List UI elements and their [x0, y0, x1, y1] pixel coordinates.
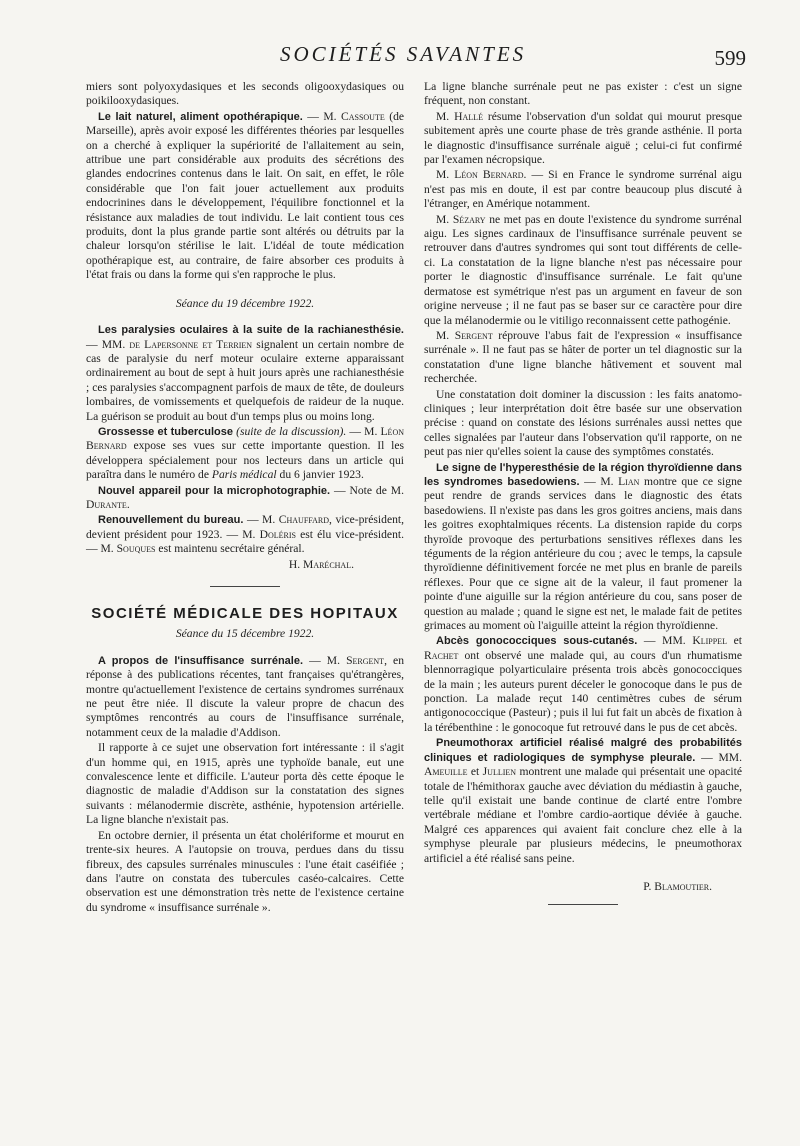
section-divider — [548, 904, 618, 905]
author-name: Ameuille — [424, 765, 468, 779]
paragraph-continuation: miers sont polyoxydasiques et les seconds oligooxydasiques ou poikilooxydasiques. — [86, 80, 404, 108]
paragraph-sergent — [424, 329, 742, 387]
author-name: M. Sergent, — [326, 653, 387, 667]
paragraph-abces: Abcès gonococciques sous-cutanés. — MM. Klippel et Rachet ont observé une malade qui, au cours d'un rhumatisme blennorragique polyarticulaire présenta trois abcès gonococciques de la main ; les auteurs purent déceler le gonocoque dans le pus de ponction. La malade reçut 140 centimètres cubes de sérum antigonococcique (Pasteur) ; puis il lui fut fait un abcès de fixation à la térébenthine : le gonocoque fut retrouvé dans le pus de cet abcès. — [424, 634, 742, 734]
society-title: SOCIÉTÉ MÉDICALE DES HOPITAUX — [91, 605, 399, 622]
paragraph-body: Note de M. — [349, 483, 405, 497]
section-heading: Renouvellement du bureau. — [98, 514, 244, 527]
paragraph-sezary — [424, 213, 742, 328]
paragraph-observation: Il rapporte à ce sujet une observation fort intéressante : il s'agit d'un homme qui, en 1915, après une typhoïde banale, eut une convalescence lente et difficile. L'auteur porta dès cette époque le diagnostic de maladie d'Addison sur la constatation des signes suivants : mélanodermie discrète, asthénie, hypotension artérielle. La ligne blanche n'existait pas. — [86, 741, 404, 827]
session-date: Séance du 19 décembre 1922. — [175, 296, 315, 310]
author-name: Klippel — [692, 634, 727, 648]
paragraph-halle — [424, 110, 742, 168]
paragraph-body: MM. — [718, 750, 742, 764]
author-name: M. Léon Bernard. — [436, 168, 527, 182]
author-name: Durante. — [86, 497, 130, 511]
author-name: Rachet — [424, 648, 459, 662]
section-heading: Grossesse et tuberculose — [98, 425, 233, 438]
running-head: SOCIÉTÉS SAVANTES — [280, 42, 527, 66]
section-heading: Le signe de l'hyperesthésie de la région thyroïdienne dans les syndromes basedowiens. — [424, 461, 742, 488]
paragraph-body: est élu vice-président. — M. — [86, 527, 404, 556]
paragraph-insuffisance: A propos de l'insuffisance surrénale. — M. Sergent, en réponse à des publications récentes, tant françaises qu'étrangères, montre qu'actuellement l'existence de certains syndromes surrénaux ne peut être niée. Il discute la valeur propre de chacun des symptômes rencontrés au cours de l'insuffisance surrénale, notamment ceux de la maladie d'Addison. — [86, 653, 404, 739]
paragraph-body: M. — [262, 513, 276, 527]
author-name: M. Léon Bernard — [86, 424, 404, 453]
page-number: 599 — [714, 46, 746, 70]
session-date: Séance du 15 décembre 1922. — [175, 627, 315, 641]
author-name: M. Cassoute — [323, 109, 385, 123]
paragraph-grossesse: Grossesse et tuberculose (suite de la discussion). — M. Léon Bernard expose ses vues sur cette importante question. Il les développera spécialement pour nos lecteurs dans un article qui paraîtra dans le numéro de Paris médical du 6 janvier 1923. — [86, 424, 404, 482]
section-heading: Nouvel appareil pour la microphotographie. — [98, 484, 331, 497]
paragraph-continuation: La ligne blanche surrénale peut ne pas exister : c'est un signe fréquent, non constant. — [424, 80, 742, 108]
author-name: M. Sergent — [436, 328, 493, 342]
author-names: MM. de Lapersonne et Terrien — [101, 337, 253, 351]
paragraph-body: ne met pas en doute l'existence du syndrome surrénal aigu. Les signes cardinaux de l'insuffisance surrénale peuvent se retrouver dans d'autres syndromes qui sont tout différents de celle-ci. La constatation de la ligne blanche n'est pas nécessaire pour porter le diagnostic d'insuffisance surrénale. Le fait qu'une dermatose est symétrique n'est pas un argument en faveur de son origine nerveuse ; il ne faut pas se baser sur ce caractère pour dire que la mélanodermie ou le vitiligo reconnaissent cette pathogénie. — [424, 212, 742, 327]
paragraph-body: et — [470, 765, 480, 779]
section-divider — [210, 586, 280, 587]
author-name: Doléris — [259, 527, 296, 541]
paragraph-hyperesthesie: Le signe de l'hyperesthésie de la région thyroïdienne dans les syndromes basedowiens. — M. Lian montre que ce signe peut rendre de grands services dans le diagnostic des états basedowiens. Il n'existe pas dans les gros goitres anciens, mais dans les goitres exophtalmiques récents. La distension rapide du corps thyroïde provoque des perturbations sensitives réflexes dans les téguments de la région antérieure du cou ; avec le temps, la capsule thyroïdienne définitivement forcée ne met plus en branle de pareils réflexes. Pour que ce signe ait de la valeur, il faut promener la pointe d'une aiguille sur la région antérieure du cou, sans poser de question au malade ; quand le signe est net, le malade fait de petites grimaces au moment où l'aiguille atteint la région thyroïdienne. — [424, 461, 743, 633]
signature: H. Maréchal. — [288, 557, 354, 571]
paragraph-body: résume l'observation d'un soldat qui mourut presque subitement après une courte phase de très grande asthénie. Il porta le diagnostic d'insuffisance surrénale aiguë ; celui-ci fut confirmé par l'examen nécropsique. — [424, 109, 742, 167]
paragraph-body: en réponse à des publications récentes, tant françaises qu'étrangères, montre qu'actuellement l'existence de certains syndromes surrénaux ne peut être niée. Il discute la valeur propre de chacun des symptômes rencontrés au cours de l'insuffisance surrénale, notamment ceux de la maladie d'Addison. — [86, 653, 404, 739]
paragraph-pneumothorax: Pneumothorax artificiel réalisé malgré des probabilités cliniques et radiologiques de symphyse pleurale. — MM. Ameuille et Jullien montrent une malade qui présentait une opacité totale de l'hémithorax gauche avec déviation du médiastin à gauche, telle qu'il existait une bande continue de clarté entre l'ombre vertébrale médiane et l'ombre cardio-aortique déviée à gauche. Malgré ces apparences qui avaient fait conclure chez elle à la symphyse pleurale par plusieurs médecins, le pneumothorax artificiel a été réalisé sans peine. — [424, 737, 743, 865]
section-heading: Le lait naturel, aliment opothérapique. — [98, 110, 303, 123]
paragraph-body: et — [733, 634, 742, 648]
paragraph-body: — Si en France le syndrome surrénal aigu n'est pas mis en doute, il est par contre beaucoup plus discuté à l'étranger, en Amérique notamment. — [424, 168, 742, 211]
left-column — [86, 80, 404, 916]
paragraph-body: ont observé une malade qui, au cours d'un rhumatisme blennorragique polyarticulaire présenta trois abcès gonococciques de la main ; les auteurs purent déceler le gonocoque dans le pus de ponction. La malade reçut 140 centimètres cubes de sérum antigonococcique (Pasteur) ; puis il lui fut fait un abcès de fixation à la térébenthine : le gonocoque fut retrouvé dans le pus de cet abcès. — [424, 648, 742, 734]
paragraph-body: est maintenu secrétaire général. — [158, 542, 305, 556]
page-header — [70, 40, 750, 80]
author-name: Souques — [116, 542, 156, 556]
paragraph-body: montrent une malade qui présentait une opacité totale de l'hémithorax gauche avec déviation du médiastin à gauche, telle qu'il existait une bande continue de clarté entre l'ombre vertébrale médiane et l'ombre cardio-aortique déviée à gauche. Malgré ces apparences qui avaient fait conclure chez elle à la symphyse pleurale par plusieurs médecins, le pneumothorax artificiel a été réalisé sans peine. — [424, 765, 743, 865]
author-name: M. Hallé — [436, 109, 483, 123]
section-heading: A propos de l'insuffisance surrénale. — [98, 654, 304, 667]
heading-note: (suite de la discussion). — [236, 424, 347, 438]
paragraph-body: réprouve l'abus fait de l'expression « insuffisance surrénale ». Il ne faut pas se hâter de porter un tel diagnostic sur la constatation d'une ligne blanche hâtivement et souvent mal recherchée. — [424, 328, 742, 386]
paragraph-bureau: Renouvellement du bureau. — M. Chauffard, vice-président, devient président pour 1923. — M. Doléris est élu vice-président. — M. Souques est maintenu secrétaire général. — [86, 513, 405, 556]
paragraph-body: montre que ce signe peut rendre de grands services dans le diagnostic des états basedowiens. Il n'existe pas dans les gros goitres anciens, mais dans les goitres exophtalmiques récents. La distension rapide du corps thyroïde provoque des perturbations sensitives réflexes dans les téguments de la région antérieure du cou ; avec le temps, la capsule thyroïdienne définitivement forcée ne met plus en branle de pareils réflexes. Pour que ce signe ait de la valeur, il faut promener la pointe d'une aiguille sur la région antérieure du cou, sans poser de question au malade ; quand le signe est net, le malade fait de petites grimaces au moment où l'aiguille atteint la région thyroïdienne. — [424, 474, 743, 633]
paragraph-paralysies: Les paralysies oculaires à la suite de la rachianesthésie. — MM. de Lapersonne et Terrien signalent un certain nombre de cas de paralysie du nerf moteur oculaire externe apparaissant ordinairement au bout de sept à huit jours après une rachianesthésie ; ces paralysies s'accompagnent parfois de maux de tête, de douleurs lombaires, de vomissements et quelquefois de raideur de la nuque. La guérison se produit au bout d'un temps plus ou moins long. — [86, 324, 404, 423]
paragraph-end: du 6 janvier 1923. — [279, 468, 364, 482]
section-heading: Abcès gonococciques sous-cutanés. — [436, 635, 638, 648]
section-heading: Les paralysies oculaires à la suite de la rachianesthésie. — [98, 324, 404, 337]
section-heading: Pneumothorax artificiel réalisé malgré des probabilités cliniques et radiologiques de symphyse pleurale. — [424, 737, 742, 764]
paragraph-body: signalent un certain nombre de cas de paralysie du nerf moteur oculaire externe apparaissant ordinairement au bout de sept à huit jours après une rachianesthésie ; ces paralysies s'accompagnent parfois de maux de tête, de douleurs lombaires, de vomissements et quelquefois de raideur de la nuque. La guérison se produit au bout d'un temps plus ou moins long. — [86, 337, 404, 423]
paragraph-autopsie: En octobre dernier, il présenta un état cholériforme et mourut en trente-six heures. A l'autopsie on trouva, perdues dans du tissu fibreux, des capsules surrénales minuscules : l'une était caséifiée ; dans l'autre on constata des tubercules caséo-calcaires. Cette observation est une démonstration très nette de l'existence certaine du syndrome « insuffisance surrénale ». — [86, 828, 404, 914]
journal-name: Paris médical — [211, 468, 277, 482]
paragraph-microphotographie: Nouvel appareil pour la microphotographie. — Note de M. Durante. — [86, 483, 405, 511]
author-name: M. Lian — [600, 474, 640, 488]
paragraph-body: vice-président, devient président pour 1923. — M. — [86, 513, 405, 541]
signature: P. Blamoutier. — [643, 879, 712, 893]
paragraph-constatation: Une constatation doit dominer la discussion : les faits anatomo-cliniques ; leur interprétation doit être basée sur une observation précise : quand on constate des lésions surrénales aussi nettes que celles signalées par l'auteur dans l'observation qu'il rapporte, on ne peut pas nier qu'elles soient la cause des symptômes constatés. — [424, 387, 742, 459]
paragraph-bernard — [424, 168, 742, 211]
right-column — [424, 80, 742, 925]
paragraph-body: MM. — [662, 634, 686, 648]
author-name: Chauffard, — [278, 513, 332, 527]
author-name: Jullien — [482, 765, 517, 779]
paragraph-body: expose ses vues sur cette importante question. Il les développera spécialement pour nos lecteurs dans un article qui paraîtra dans le numéro de — [86, 439, 404, 482]
author-name: M. Sézary — [436, 212, 486, 226]
paragraph-lait-naturel: Le lait naturel, aliment opothérapique. — M. Cassoute (de Marseille), après avoir exposé les différentes théories par lesquelles on a cherché à expliquer la supériorité de l'allaitement au sein, attribue une part considérable aux produits des sécrétions des glandes endocrines contenus dans le lait. On sait, en effet, le rôle considérable que l'on fait jouer actuellement aux produits endocrinines dans le développement, l'équilibre fonctionnel et la résistance aux maladies de tout individu. Le lait contient tous ces produits, dont la plus grande partie sont altérés ou détruits par la chaleur lorsqu'on stérilise le lait. L'idéal de toute médication opothérapique est, au contraire, de faire absorber ces produits à l'état frais ou dans la forme qui s'en rapproche le plus. — [86, 109, 405, 282]
paragraph-body: (de Marseille), après avoir exposé les différentes théories par lesquelles on a cherché à expliquer la supériorité de l'allaitement au sein, attribue une part considérable aux produits des sécrétions des glandes endocrines contenus dans le lait. On sait, en effet, le rôle considérable que l'on fait jouer actuellement aux produits endocrinines dans le développement, l'équilibre fonctionnel et la résistance aux maladies de tout individu. Le lait contient tous ces produits, dont la plus grande partie sont altérés ou détruits par la chaleur lorsqu'on stérilise le lait. L'idéal de toute médication opothérapique est, au contraire, de faire absorber ces produits à l'état frais ou dans la forme qui s'en rapproche le plus. — [86, 109, 405, 282]
